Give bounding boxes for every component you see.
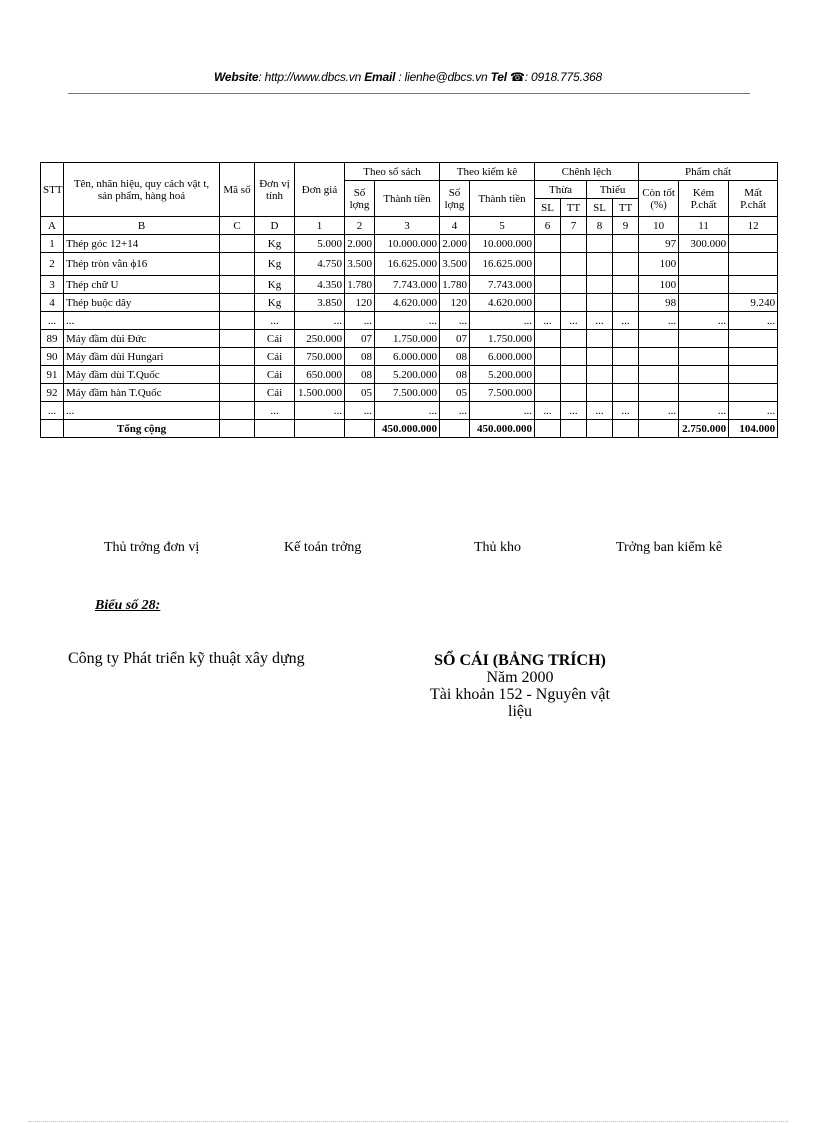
cell-d6 — [535, 253, 561, 276]
cell-good — [639, 366, 679, 384]
cell-qty2: ... — [440, 402, 470, 420]
total-label: Tổng cộng — [64, 420, 220, 438]
col-price: Đơn giá — [295, 163, 345, 217]
cell-amt1: 16.625.000 — [375, 253, 440, 276]
website-label: Website — [213, 70, 259, 84]
cell-code — [220, 312, 255, 330]
index-row — [41, 217, 778, 235]
signature-committee-head: Trởng ban kiểm kê — [616, 540, 723, 555]
table-row — [41, 330, 778, 348]
cell-name: Thép buộc dây — [64, 294, 220, 312]
cell-qty2: 08 — [440, 348, 470, 366]
signature-unit-head: Thủ trởng đơn vị — [104, 540, 200, 555]
cell-unit: ... — [255, 402, 295, 420]
cell-code — [220, 253, 255, 276]
cell-stt: 3 — [41, 276, 64, 294]
cell-qty1: ... — [345, 312, 375, 330]
cell-code — [220, 276, 255, 294]
col-unit: Đơn vị tính — [255, 163, 295, 217]
index-cell: 1 — [295, 217, 345, 235]
cell-name: Máy đầm dùi Đức — [64, 330, 220, 348]
cell-stt: 1 — [41, 235, 64, 253]
cell-d9 — [613, 384, 639, 402]
tel-label: Tel — [490, 70, 507, 84]
cell-unit: Kg — [255, 235, 295, 253]
cell-amt2: ... — [470, 402, 535, 420]
form-label: Biểu số 28: — [95, 598, 161, 613]
cell-price: 5.000 — [295, 235, 345, 253]
cell-d6 — [535, 294, 561, 312]
index-cell: D — [255, 217, 295, 235]
group-book: Theo sổ sách — [345, 163, 440, 181]
col-poor: Kém P.chất — [679, 181, 729, 217]
cell-stt: 2 — [41, 253, 64, 276]
cell-good: 100 — [639, 276, 679, 294]
cell-d8 — [587, 330, 613, 348]
cell-amt1: 6.000.000 — [375, 348, 440, 366]
cell-poor — [679, 330, 729, 348]
index-cell: A — [41, 217, 64, 235]
cell-unit: ... — [255, 312, 295, 330]
cell-lost — [729, 276, 778, 294]
cell-d8 — [587, 235, 613, 253]
cell-qty1: 08 — [345, 366, 375, 384]
cell-poor — [679, 366, 729, 384]
cell-d6 — [535, 235, 561, 253]
cell-d9 — [613, 294, 639, 312]
cell-d6 — [535, 384, 561, 402]
index-cell: 8 — [587, 217, 613, 235]
cell-name: Máy đầm hàn T.Quốc — [64, 384, 220, 402]
cell-d7 — [561, 330, 587, 348]
table-row — [41, 402, 778, 420]
cell-code — [220, 330, 255, 348]
index-cell: 9 — [613, 217, 639, 235]
cell-price: 750.000 — [295, 348, 345, 366]
col-surplus-sl: SL — [535, 199, 561, 217]
col-good: Còn tốt (%) — [639, 181, 679, 217]
table-row — [41, 235, 778, 253]
cell-name: Máy đầm dùi T.Quốc — [64, 366, 220, 384]
cell-qty2: ... — [440, 312, 470, 330]
total-book-amount: 450.000.000 — [375, 420, 440, 438]
cell-unit: Kg — [255, 253, 295, 276]
phone-icon: ☎ — [510, 70, 525, 84]
inventory-table — [40, 162, 778, 438]
cell-d6 — [535, 276, 561, 294]
group-quality: Phẩm chất — [639, 163, 778, 181]
cell-amt1: 10.000.000 — [375, 235, 440, 253]
cell-price: 250.000 — [295, 330, 345, 348]
index-cell: 6 — [535, 217, 561, 235]
cell-poor — [679, 384, 729, 402]
cell-amt2: 7.743.000 — [470, 276, 535, 294]
total-empty — [639, 420, 679, 438]
cell-qty1: ... — [345, 402, 375, 420]
cell-unit: Cái — [255, 348, 295, 366]
cell-price: 650.000 — [295, 366, 345, 384]
cell-unit: Kg — [255, 294, 295, 312]
table-row — [41, 384, 778, 402]
cell-name: Thép chữ U — [64, 276, 220, 294]
col-shortage-sl: SL — [587, 199, 613, 217]
cell-lost: 9.240 — [729, 294, 778, 312]
cell-unit: Kg — [255, 276, 295, 294]
cell-d7 — [561, 294, 587, 312]
cell-d7 — [561, 276, 587, 294]
cell-poor: 300.000 — [679, 235, 729, 253]
cell-stt: ... — [41, 312, 64, 330]
cell-lost — [729, 330, 778, 348]
cell-unit: Cái — [255, 330, 295, 348]
cell-poor: ... — [679, 402, 729, 420]
cell-lost — [729, 253, 778, 276]
total-empty — [295, 420, 345, 438]
cell-d9 — [613, 366, 639, 384]
index-cell: 12 — [729, 217, 778, 235]
total-poor: 2.750.000 — [679, 420, 729, 438]
cell-d8: ... — [587, 402, 613, 420]
table-row — [41, 312, 778, 330]
cell-amt2: 1.750.000 — [470, 330, 535, 348]
cell-price: 1.500.000 — [295, 384, 345, 402]
cell-code — [220, 402, 255, 420]
index-cell: C — [220, 217, 255, 235]
cell-amt1: 7.500.000 — [375, 384, 440, 402]
cell-qty1: 05 — [345, 384, 375, 402]
cell-qty2: 2.000 — [440, 235, 470, 253]
ledger-year: Năm 2000 — [486, 669, 554, 686]
cell-d7 — [561, 348, 587, 366]
page-header — [0, 70, 816, 84]
index-cell: 5 — [470, 217, 535, 235]
cell-d8 — [587, 384, 613, 402]
cell-name: Thép tròn vằn ϕ16 — [64, 253, 220, 276]
cell-d9 — [613, 348, 639, 366]
cell-unit: Cái — [255, 366, 295, 384]
cell-name: Thép góc 12+14 — [64, 235, 220, 253]
cell-amt2: 4.620.000 — [470, 294, 535, 312]
cell-d7: ... — [561, 402, 587, 420]
cell-amt2: 5.200.000 — [470, 366, 535, 384]
cell-stt: 89 — [41, 330, 64, 348]
total-empty — [587, 420, 613, 438]
cell-poor — [679, 276, 729, 294]
total-empty — [41, 420, 64, 438]
total-empty — [220, 420, 255, 438]
cell-qty2: 120 — [440, 294, 470, 312]
cell-lost — [729, 384, 778, 402]
cell-amt1: 5.200.000 — [375, 366, 440, 384]
cell-amt2: 16.625.000 — [470, 253, 535, 276]
total-row — [41, 420, 778, 438]
table-row — [41, 366, 778, 384]
cell-code — [220, 294, 255, 312]
cell-price: ... — [295, 402, 345, 420]
col-check-qty: Số lợng — [440, 181, 470, 217]
cell-amt1: ... — [375, 402, 440, 420]
col-lost: Mất P.chất — [729, 181, 778, 217]
cell-d8 — [587, 348, 613, 366]
cell-amt2: 7.500.000 — [470, 384, 535, 402]
cell-lost: ... — [729, 312, 778, 330]
cell-unit: Cái — [255, 384, 295, 402]
cell-good: 100 — [639, 253, 679, 276]
cell-d7 — [561, 253, 587, 276]
cell-amt1: 7.743.000 — [375, 276, 440, 294]
cell-d6 — [535, 348, 561, 366]
total-empty — [345, 420, 375, 438]
cell-lost — [729, 366, 778, 384]
email-label: Email — [364, 70, 396, 84]
col-book-qty: Số lợng — [345, 181, 375, 217]
cell-lost — [729, 235, 778, 253]
cell-d9: ... — [613, 312, 639, 330]
cell-poor — [679, 294, 729, 312]
index-cell: 7 — [561, 217, 587, 235]
cell-stt: 92 — [41, 384, 64, 402]
cell-good: ... — [639, 402, 679, 420]
cell-price: ... — [295, 312, 345, 330]
cell-good: 98 — [639, 294, 679, 312]
cell-amt1: ... — [375, 312, 440, 330]
cell-d7 — [561, 235, 587, 253]
group-shortage: Thiếu — [587, 181, 639, 199]
table-row — [41, 276, 778, 294]
cell-poor — [679, 253, 729, 276]
cell-amt1: 1.750.000 — [375, 330, 440, 348]
cell-qty1: 08 — [345, 348, 375, 366]
cell-d9: ... — [613, 402, 639, 420]
col-stt: STT — [41, 163, 64, 217]
cell-good: 97 — [639, 235, 679, 253]
cell-good — [639, 330, 679, 348]
cell-amt2: ... — [470, 312, 535, 330]
col-book-amount: Thành tiền — [375, 181, 440, 217]
col-code: Mã số — [220, 163, 255, 217]
index-cell: 2 — [345, 217, 375, 235]
cell-qty2: 05 — [440, 384, 470, 402]
cell-code — [220, 348, 255, 366]
cell-qty1: 1.780 — [345, 276, 375, 294]
cell-d8 — [587, 253, 613, 276]
cell-d9 — [613, 330, 639, 348]
website-url[interactable]: : http://www.dbcs.vn — [258, 70, 365, 84]
cell-qty2: 1.780 — [440, 276, 470, 294]
phone-number: : 0918.775.368 — [524, 70, 603, 84]
cell-d7 — [561, 366, 587, 384]
ledger-heading — [420, 652, 620, 720]
table-row — [41, 253, 778, 276]
cell-d8 — [587, 294, 613, 312]
cell-poor: ... — [679, 312, 729, 330]
total-empty — [561, 420, 587, 438]
cell-good — [639, 384, 679, 402]
cell-stt: ... — [41, 402, 64, 420]
cell-d7: ... — [561, 312, 587, 330]
email-address[interactable]: : lienhe@dbcs.vn — [395, 70, 491, 84]
cell-qty1: 3.500 — [345, 253, 375, 276]
signature-storekeeper: Thủ kho — [474, 540, 522, 555]
cell-d9 — [613, 276, 639, 294]
cell-qty1: 07 — [345, 330, 375, 348]
total-empty — [535, 420, 561, 438]
group-diff: Chênh lệch — [535, 163, 639, 181]
cell-d6: ... — [535, 312, 561, 330]
company-name: Công ty Phát triển kỹ thuật xây dựng — [68, 650, 305, 667]
cell-d8: ... — [587, 312, 613, 330]
cell-d6 — [535, 330, 561, 348]
cell-d7 — [561, 384, 587, 402]
cell-poor — [679, 348, 729, 366]
group-surplus: Thừa — [535, 181, 587, 199]
cell-d8 — [587, 276, 613, 294]
index-cell: B — [64, 217, 220, 235]
cell-qty2: 08 — [440, 366, 470, 384]
col-check-amount: Thành tiền — [470, 181, 535, 217]
cell-name: ... — [64, 402, 220, 420]
cell-lost — [729, 348, 778, 366]
table-row — [41, 348, 778, 366]
cell-qty2: 3.500 — [440, 253, 470, 276]
index-cell: 3 — [375, 217, 440, 235]
cell-good — [639, 348, 679, 366]
index-cell: 10 — [639, 217, 679, 235]
total-empty — [440, 420, 470, 438]
group-check: Theo kiểm kê — [440, 163, 535, 181]
cell-code — [220, 235, 255, 253]
cell-lost: ... — [729, 402, 778, 420]
cell-d6 — [535, 366, 561, 384]
cell-price: 4.350 — [295, 276, 345, 294]
cell-stt: 91 — [41, 366, 64, 384]
cell-price: 4.750 — [295, 253, 345, 276]
cell-d9 — [613, 235, 639, 253]
cell-amt2: 6.000.000 — [470, 348, 535, 366]
cell-stt: 4 — [41, 294, 64, 312]
cell-amt1: 4.620.000 — [375, 294, 440, 312]
ledger-title: SỔ CÁI (BẢNG TRÍCH) — [434, 652, 606, 669]
cell-price: 3.850 — [295, 294, 345, 312]
header-divider — [68, 93, 750, 94]
cell-code — [220, 366, 255, 384]
cell-amt2: 10.000.000 — [470, 235, 535, 253]
footer-divider — [28, 1121, 788, 1122]
table-row — [41, 294, 778, 312]
total-empty — [255, 420, 295, 438]
cell-qty1: 2.000 — [345, 235, 375, 253]
total-check-amount: 450.000.000 — [470, 420, 535, 438]
index-cell: 4 — [440, 217, 470, 235]
cell-qty1: 120 — [345, 294, 375, 312]
total-empty — [613, 420, 639, 438]
total-lost: 104.000 — [729, 420, 778, 438]
cell-name: ... — [64, 312, 220, 330]
col-surplus-tt: TT — [561, 199, 587, 217]
signature-chief-accountant: Kế toán trởng — [284, 540, 362, 555]
cell-d8 — [587, 366, 613, 384]
cell-name: Máy đầm dùi Hungari — [64, 348, 220, 366]
cell-d6: ... — [535, 402, 561, 420]
cell-qty2: 07 — [440, 330, 470, 348]
cell-good: ... — [639, 312, 679, 330]
cell-stt: 90 — [41, 348, 64, 366]
col-shortage-tt: TT — [613, 199, 639, 217]
ledger-account: Tài khoản 152 - Nguyên vật liệu — [430, 686, 610, 720]
index-cell: 11 — [679, 217, 729, 235]
cell-code — [220, 384, 255, 402]
cell-d9 — [613, 253, 639, 276]
col-name: Tên, nhãn hiệu, quy cách vật t, sản phẩm, hàng hoá — [64, 163, 220, 217]
